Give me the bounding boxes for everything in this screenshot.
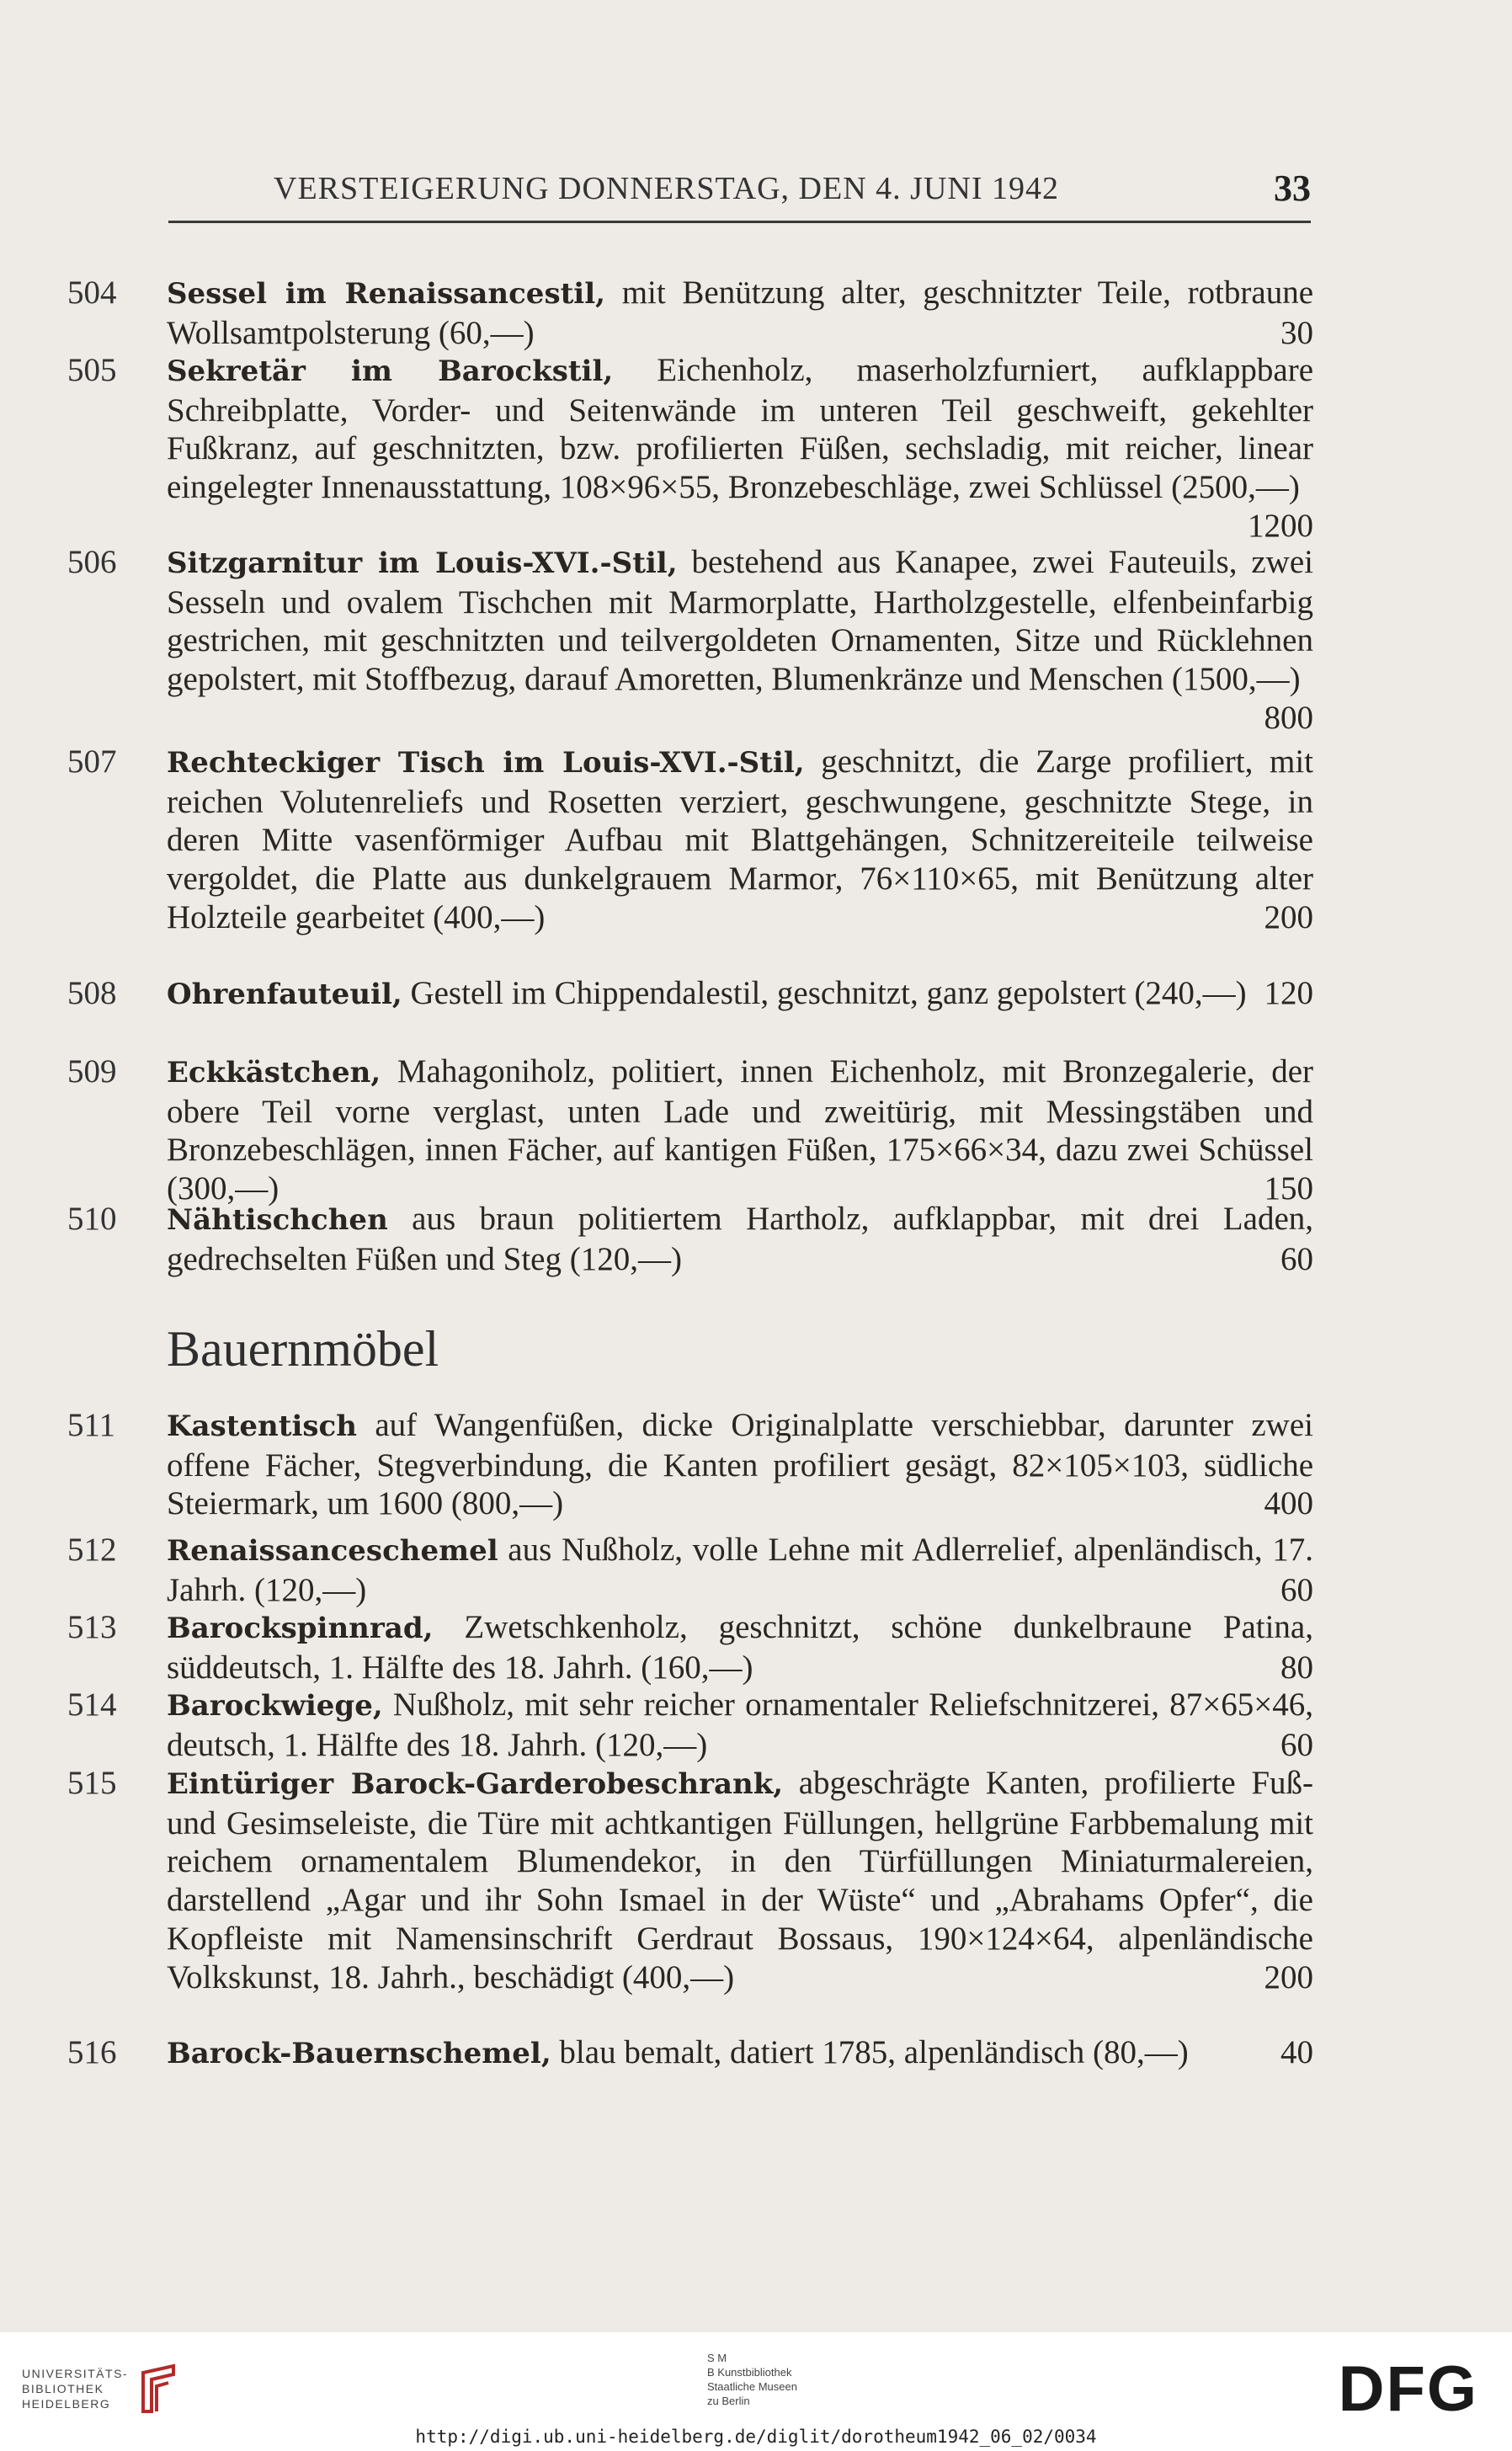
section-heading: Bauernmöbel (167, 1321, 439, 1377)
lot-number: 505 (67, 352, 117, 388)
lot-number: 508 (67, 975, 117, 1011)
lot-price: 80 (1280, 1649, 1313, 1686)
lot-number: 513 (67, 1609, 117, 1645)
lot-price: 120 (1264, 975, 1313, 1011)
lot-price: 800 (1264, 699, 1313, 736)
lot-title: Sitzgarnitur im Louis-XVI.-Stil, (167, 546, 678, 580)
running-header (274, 170, 1311, 221)
page-number: 33 (1274, 168, 1311, 209)
lot-title: Sessel im Renaissancestil, (167, 277, 605, 311)
lot-number: 516 (67, 2034, 117, 2070)
lot-number: 515 (67, 1765, 117, 1801)
lot-title: Rechteckiger Tisch im Louis-XVI.-Stil, (167, 746, 805, 780)
lot-price: 400 (1264, 1485, 1313, 1522)
lot-number: 504 (67, 274, 117, 311)
lot-description: aus braun politiertem Hartholz, aufklappbar, mit drei Laden, gedrechselten Füßen und Steg (120,—) (167, 1201, 1313, 1277)
lot-title: Barockspinnrad, (167, 1612, 434, 1645)
lot-number: 511 (67, 1407, 116, 1443)
lot-price: 150 (1264, 1170, 1313, 1207)
lot-price: 200 (1264, 1958, 1313, 1995)
lot-title: Renaissanceschemel (167, 1534, 498, 1568)
digitization-footer (0, 2332, 1512, 2451)
lot-price: 60 (1280, 1726, 1313, 1763)
lot-price: 1200 (1248, 507, 1313, 544)
lot-number: 507 (67, 743, 117, 780)
lot-title: Barock-Bauernschemel, (167, 2037, 551, 2070)
lot-title: Ohrenfauteuil, (167, 978, 402, 1011)
lot-price: 40 (1280, 2034, 1313, 2070)
lot-description: Nußholz, mit sehr reicher ornamentaler Reliefschnitzerei, 87×65×46, deutsch, 1. Hälfte des 18. Jahrh. (120,—) (167, 1686, 1313, 1763)
smb-logo-text: S M B Kunstbibliothek Staatliche Museen zu Berlin (707, 2352, 797, 2407)
lot-number: 506 (67, 544, 117, 580)
lot-price: 60 (1280, 1571, 1313, 1608)
library-logo-icon (135, 2361, 182, 2420)
lot-number: 512 (67, 1532, 117, 1568)
lot-title: Sekretär im Barockstil, (167, 354, 614, 388)
permalink-url[interactable]: http://digi.ub.uni-heidelberg.de/diglit/dorotheum1942_06_02/0034 (415, 2427, 1097, 2447)
lot-description: bestehend aus Kanapee, zwei Fauteuils, zwei Sesseln und ovalem Tischchen mit Marmorplatte, Hartholzgestelle, elfenbeinfarbig gestrichen, mit geschnitzten und teilvergoldeten Ornamenten, Sitze und Rücklehnen gepolstert, mit Stoffbezug, darauf Amoretten, Blumenkränze und Menschen (1500,—) (167, 544, 1313, 698)
lot-title: Nähtischchen (167, 1203, 388, 1237)
lot-title: Barockwiege, (167, 1689, 383, 1723)
lot-number: 510 (67, 1201, 117, 1237)
lot-number: 509 (67, 1053, 117, 1090)
lot-title: Eckkästchen, (167, 1056, 381, 1090)
lot-price: 60 (1280, 1240, 1313, 1277)
lot-number: 514 (67, 1686, 117, 1723)
lot-description: Eichenholz, maserholzfurniert, aufklappbare Schreibplatte, Vorder- und Seitenwände im unteren Teil geschweift, gekehlter Fußkranz, auf geschnitzten, bzw. profilierten Füßen, sechsladig, mit reicher, linear eingelegter Innenausstattung, 108×96×55, Bronzebeschläge, zwei Schlüssel (2500,—) (167, 352, 1314, 506)
lot-description: aus Nußholz, volle Lehne mit Adlerrelief, alpenländisch, 17. Jahrh. (120,—) (167, 1532, 1313, 1608)
lot-title: Kastentisch (167, 1409, 357, 1443)
lot-description: abgeschrägte Kanten, profilierte Fuß- und Gesimseleiste, die Türe mit achtkantigen Füllungen, hellgrüne Farbbemalung mit reichem ornamentalem Blumendekor, in den Türfüllungen Miniaturmalereien, darstellend „Agar und ihr Sohn Ismael in der Wüste“ und „Abrahams Opfer“, die Kopfleiste mit Namensinschrift Gerdraut Bossaus, 190×124×64, alpenländische Volkskunst, 18. Jahrh., beschädigt (400,—) (167, 1765, 1313, 1995)
lot-price: 200 (1264, 898, 1313, 935)
header-title: VERSTEIGERUNG DONNERSTAG, DEN 4. JUNI 1942 (274, 171, 1059, 206)
lot-description: Gestell im Chippendalestil, geschnitzt, ganz gepolstert (240,—) (402, 975, 1247, 1011)
lot-price: 30 (1280, 314, 1313, 351)
lot-description: geschnitzt, die Zarge profiliert, mit reichen Volutenreliefs und Rosetten verziert, geschwungene, geschnitzte Stege, in deren Mitte vasenförmiger Aufbau mit Blattgehängen, Schnitzereiteile teilweise vergoldet, die Platte aus dunkelgrauem Marmor, 76×110×65, mit Benützung alter Holzteile gearbeitet (400,—) (167, 743, 1313, 935)
lot-description: Zwetschkenholz, geschnitzt, schöne dunkelbraune Patina, süddeutsch, 1. Hälfte des 18. Jahrh. (160,—) (167, 1609, 1313, 1686)
lot-title: Eintüriger Barock-Garderobeschrank, (167, 1767, 784, 1801)
lot-description: mit Benützung alter, geschnitzter Teile, rotbraune Wollsamtpolsterung (60,—) (167, 274, 1313, 351)
header-rule (168, 221, 1311, 223)
library-name: UNIVERSITÄTS- BIBLIOTHEK HEIDELBERG (22, 2367, 129, 2411)
lot-description: auf Wangenfüßen, dicke Originalplatte verschiebbar, darunter zwei offene Fächer, Stegverbindung, die Kanten profiliert gesägt, 82×105×103, südliche Steiermark, um 1600 (800,—) (167, 1407, 1313, 1522)
lot-description: blau bemalt, datiert 1785, alpenländisch (80,—) (551, 2034, 1189, 2070)
dfg-logo: DFG (1338, 2353, 1478, 2425)
lot-description: Mahagoniholz, politiert, innen Eichenholz, mit Bronzegalerie, der obere Teil vorne verglast, unten Lade und zweitürig, mit Messingstäben und Bronzebeschlägen, innen Fächer, auf kantigen Füßen, 175×66×34, dazu zwei Schüssel (300,—) (167, 1053, 1313, 1207)
